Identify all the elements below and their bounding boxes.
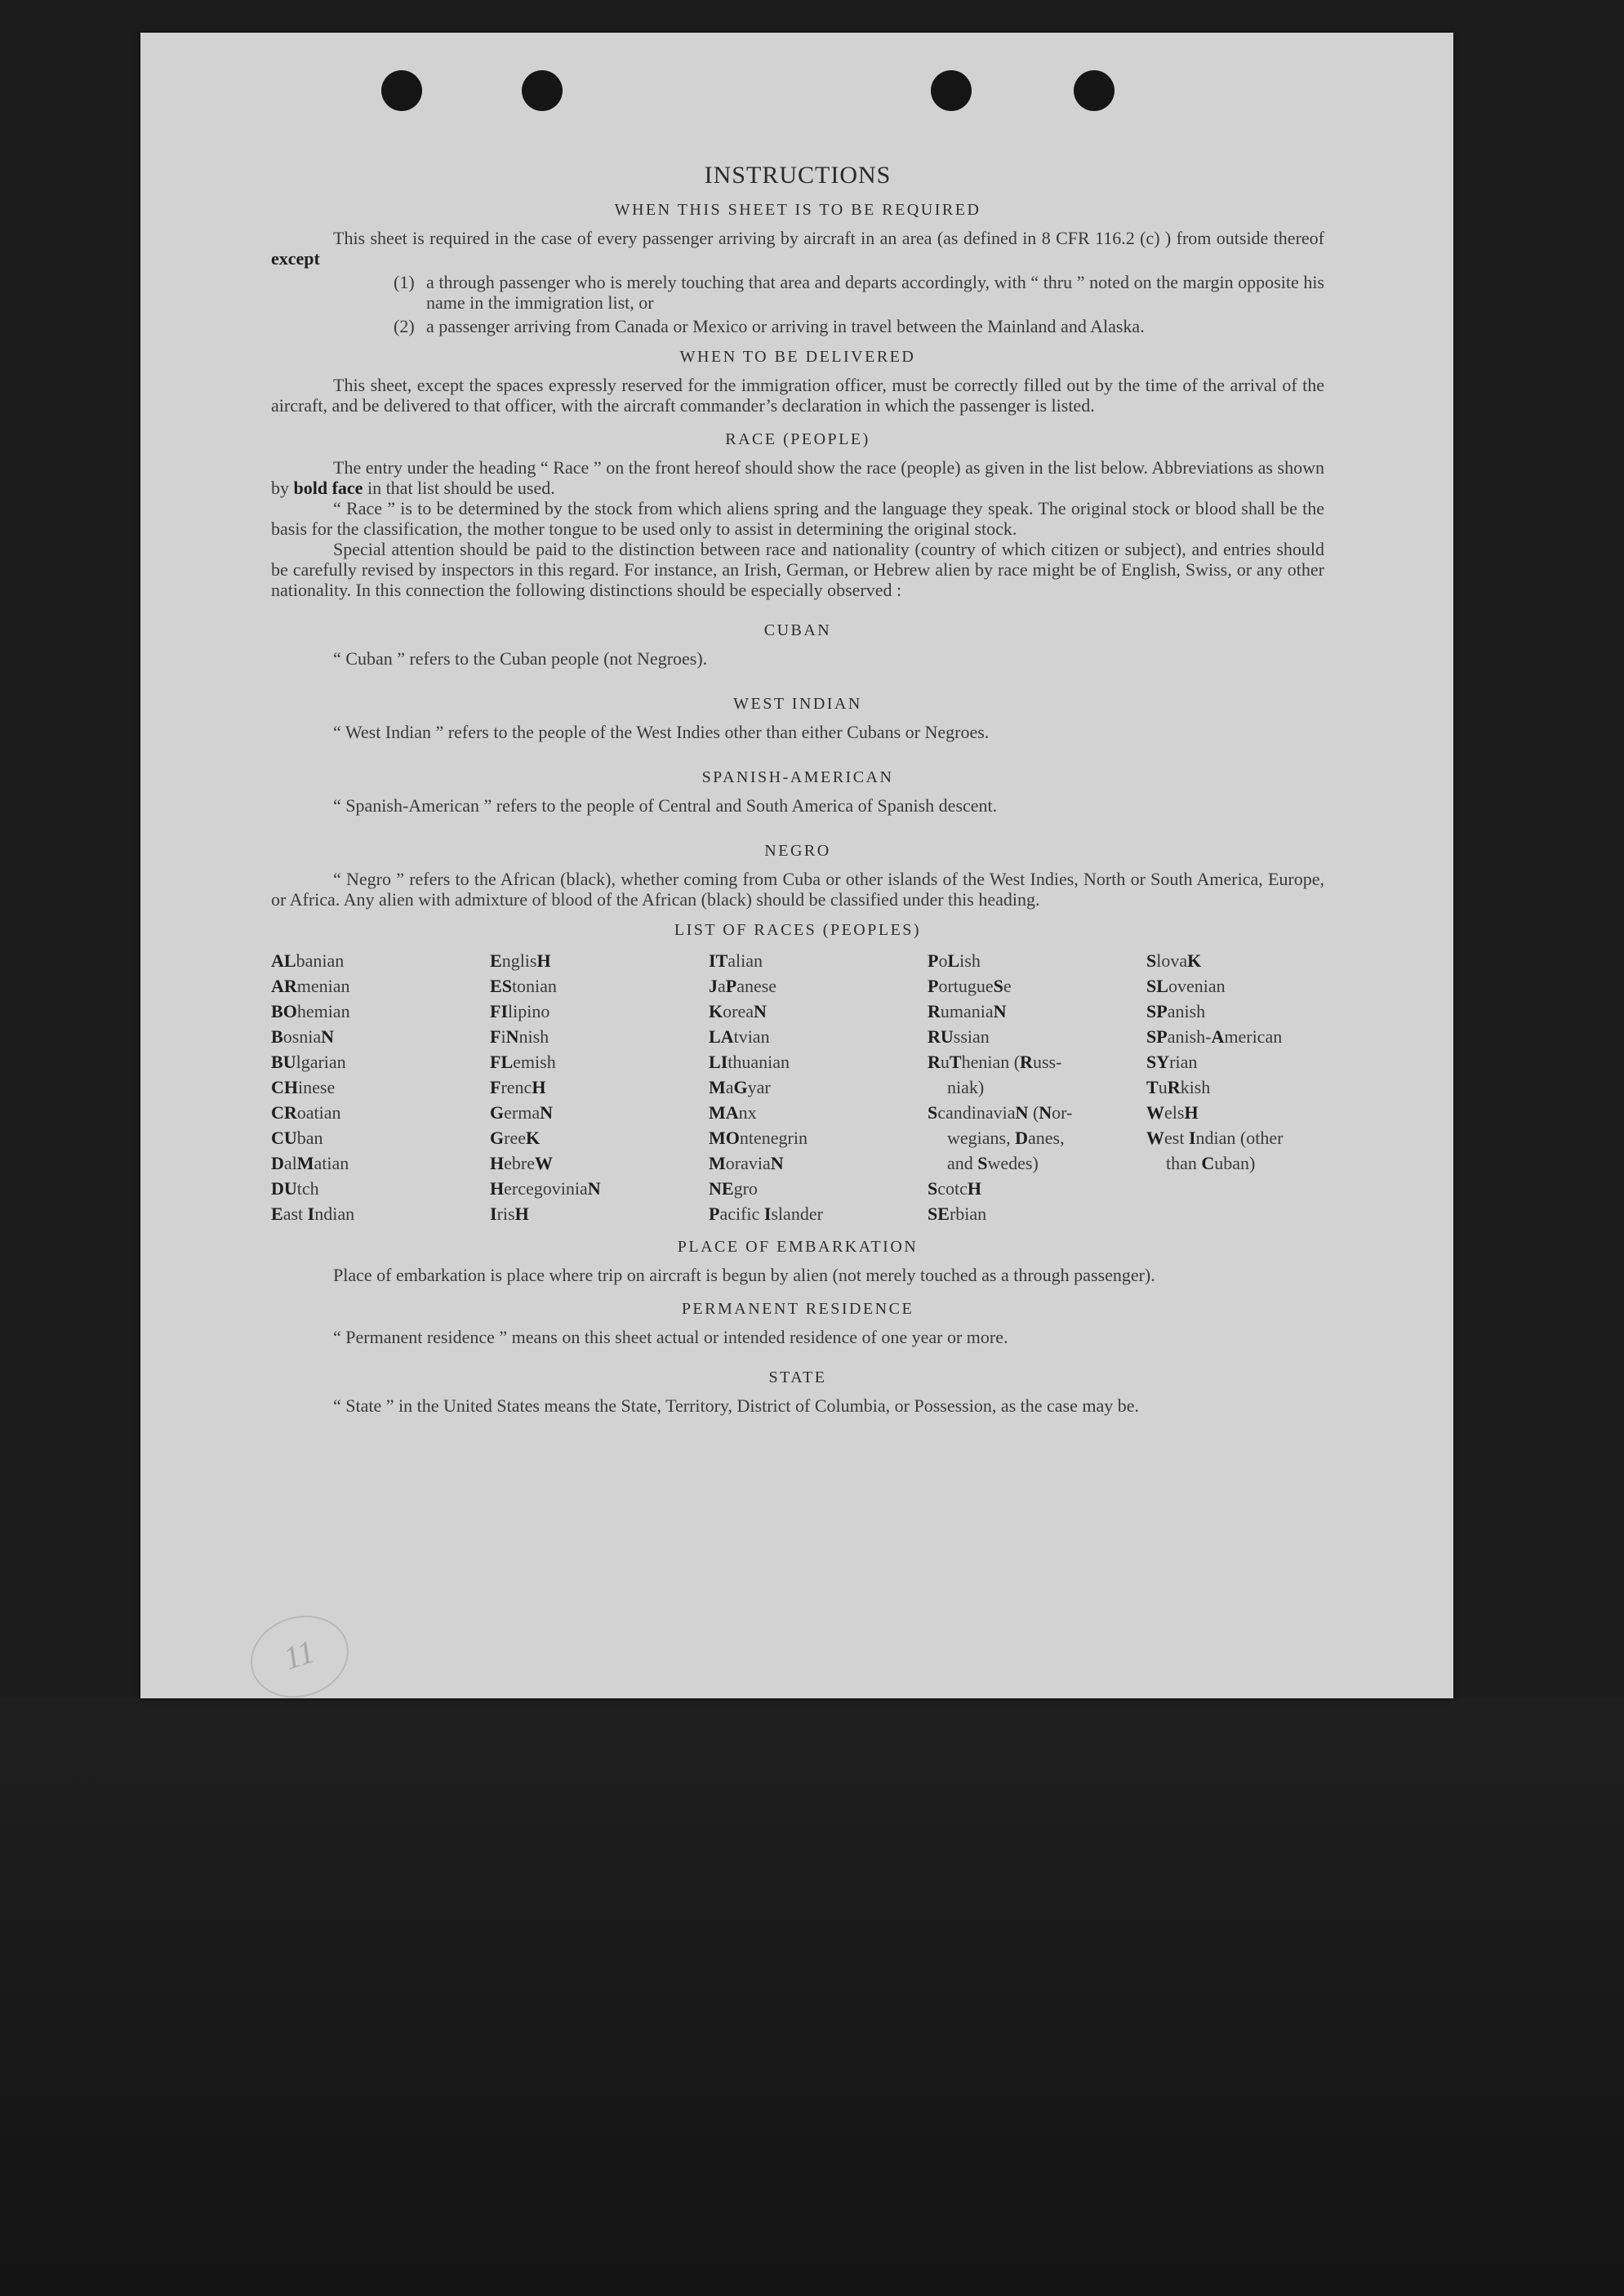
race-entry: and Swedes) [947,1153,1039,1173]
race-entry: ScotcH [928,1178,982,1199]
exception-item: (1) a through passenger who is merely touching that area and departs accordingly, with “ thru ” noted on the margin opposite his name in the immigration list, or [394,272,1324,313]
scanner-backdrop [0,1698,1624,2296]
state-text: “ State ” in the United States means the State, Territory, District of Columbia, or Possession, as the case may be. [333,1395,1140,1416]
race-entry: RuThenian (Russ- [928,1052,1062,1072]
race-entry: GermaN [490,1102,553,1123]
punch-hole [931,70,972,111]
race-paragraph-3: Special attention should be paid to the distinction between race and nationality (country of which citizen or subject), and entries should be carefully revised by inspectors in this regard. For instance, an Irish, German, or Hebrew alien by race might be of English, Swiss, or any other nationality. In this connection the following distinctions should be especially observed : [271,539,1324,600]
page-number-stamp: 11 [240,1604,359,1711]
heading-negro: NEGRO [764,842,831,860]
race-entry: East Indian [271,1204,355,1224]
race-entry: EStonian [490,976,557,996]
heading-delivered: WHEN TO BE DELIVERED [679,348,916,366]
race-entry: CHinese [271,1077,336,1097]
heading-cuban: CUBAN [763,621,832,639]
race-entry: BOhemian [271,1001,350,1021]
race-entry: FIlipino [490,1001,550,1021]
heading-embarkation: PLACE OF EMBARKATION [677,1238,919,1256]
heading-races-list: LIST OF RACES (PEOPLES) [674,921,922,939]
race-entry: ARmenian [271,976,350,996]
race-entry: MaGyar [709,1077,771,1097]
race-entry: HercegoviniaN [490,1178,601,1199]
race-entry: JaPanese [709,976,777,996]
exception-item: (2) a passenger arriving from Canada or Mexico or arriving in travel between the Mainland and Alaska. [394,316,1145,336]
race-entry: RUssian [928,1026,990,1047]
race-entry: ALbanian [271,950,345,971]
race-entry: PoLish [928,950,981,971]
race-entry: SPanish [1146,1001,1206,1021]
race-entry: NEgro [709,1178,758,1199]
race-entry: KoreaN [709,1001,767,1021]
race-entry: RumaniaN [928,1001,1007,1021]
race-entry: LIthuanian [709,1052,790,1072]
race-paragraph-1: The entry under the heading “ Race ” on the front hereof should show the race (people) as given in the list below. Abbreviations as shown by bold face in that list should be used. [271,457,1324,498]
race-entry: ScandinaviaN (Nor- [928,1102,1073,1123]
races-column-1 [271,948,490,1226]
race-entry: wegians, Danes, [947,1128,1065,1148]
races-list [271,948,1324,1226]
race-entry: HebreW [490,1153,553,1173]
race-entry: SPanish-American [1146,1026,1283,1047]
residence-text: “ Permanent residence ” means on this sheet actual or intended residence of one year or more. [333,1327,1008,1347]
race-entry: SlovaK [1146,950,1202,971]
race-entry: MOntenegrin [709,1128,808,1148]
race-entry: SYrian [1146,1052,1198,1072]
races-column-5 [1146,948,1334,1226]
page-title: INSTRUCTIONS [704,162,892,189]
heading-state: STATE [768,1368,827,1386]
race-entry: WelsH [1146,1102,1199,1123]
cuban-text: “ Cuban ” refers to the Cuban people (not Negroes). [333,648,708,669]
race-entry: BosniaN [271,1026,335,1047]
race-entry: GreeK [490,1128,541,1148]
west-indian-text: “ West Indian ” refers to the people of the West Indies other than either Cubans or Negroes. [333,722,990,742]
required-intro: This sheet is required in the case of every passenger arriving by aircraft in an area (as defined in 8 CFR 116.2 (c) ) from outside thereof except [271,228,1324,269]
race-entry: SErbian [928,1204,987,1224]
race-entry: SLovenian [1146,976,1226,996]
race-entry: MAnx [709,1102,757,1123]
race-entry: FrencH [490,1077,546,1097]
race-entry: CRoatian [271,1102,341,1123]
heading-spanish-american: SPANISH-AMERICAN [701,768,894,786]
race-entry: niak) [947,1077,985,1097]
punch-hole [381,70,422,111]
punch-hole [1074,70,1115,111]
instructions-body [271,129,1324,1416]
race-entry: FiNnish [490,1026,549,1047]
race-paragraph-2: “ Race ” is to be determined by the stock from which aliens spring and the language they speak. The original stock or blood shall be the basis for the classification, the mother tongue to be used only to assist in determining the original stock. [271,498,1324,539]
race-entry: CUban [271,1128,323,1148]
race-entry: DalMatian [271,1153,349,1173]
negro-text: “ Negro ” refers to the African (black), whether coming from Cuba or other islands of the West Indies, North or South America, Europe, or Africa. Any alien with admixture of blood of the African (black) should be classified under this heading. [271,869,1324,910]
punch-hole [522,70,563,111]
spanish-american-text: “ Spanish-American ” refers to the people of Central and South America of Spanish descent. [333,795,998,816]
document-sheet [140,33,1453,1698]
race-entry: LAtvian [709,1026,770,1047]
heading-residence: PERMANENT RESIDENCE [681,1300,914,1318]
races-column-4 [928,948,1146,1226]
delivered-text: This sheet, except the spaces expressly reserved for the immigration officer, must be correctly filled out by the time of the arrival of the aircraft, and be delivered to that officer, with the aircraft commander’s declaration in which the passenger is listed. [271,375,1324,416]
race-entry: DUtch [271,1178,319,1199]
embarkation-text: Place of embarkation is place where trip on aircraft is begun by alien (not merely touched as a through passenger). [333,1265,1155,1285]
race-entry: West Indian (other [1146,1128,1284,1148]
race-entry: Pacific Islander [709,1204,823,1224]
race-entry: MoraviaN [709,1153,784,1173]
heading-west-indian: WEST INDIAN [733,695,862,713]
races-column-2 [490,948,709,1226]
race-entry: BUlgarian [271,1052,346,1072]
race-entry: FLemish [490,1052,556,1072]
race-entry: PortugueSe [928,976,1012,996]
heading-required: WHEN THIS SHEET IS TO BE REQUIRED [614,201,981,219]
race-entry: ITalian [709,950,763,971]
heading-race: RACE (PEOPLE) [725,430,870,448]
races-column-3 [709,948,928,1226]
race-entry: TuRkish [1146,1077,1211,1097]
race-entry: EnglisH [490,950,551,971]
race-entry: than Cuban) [1166,1153,1256,1173]
race-entry: IrisH [490,1204,529,1224]
